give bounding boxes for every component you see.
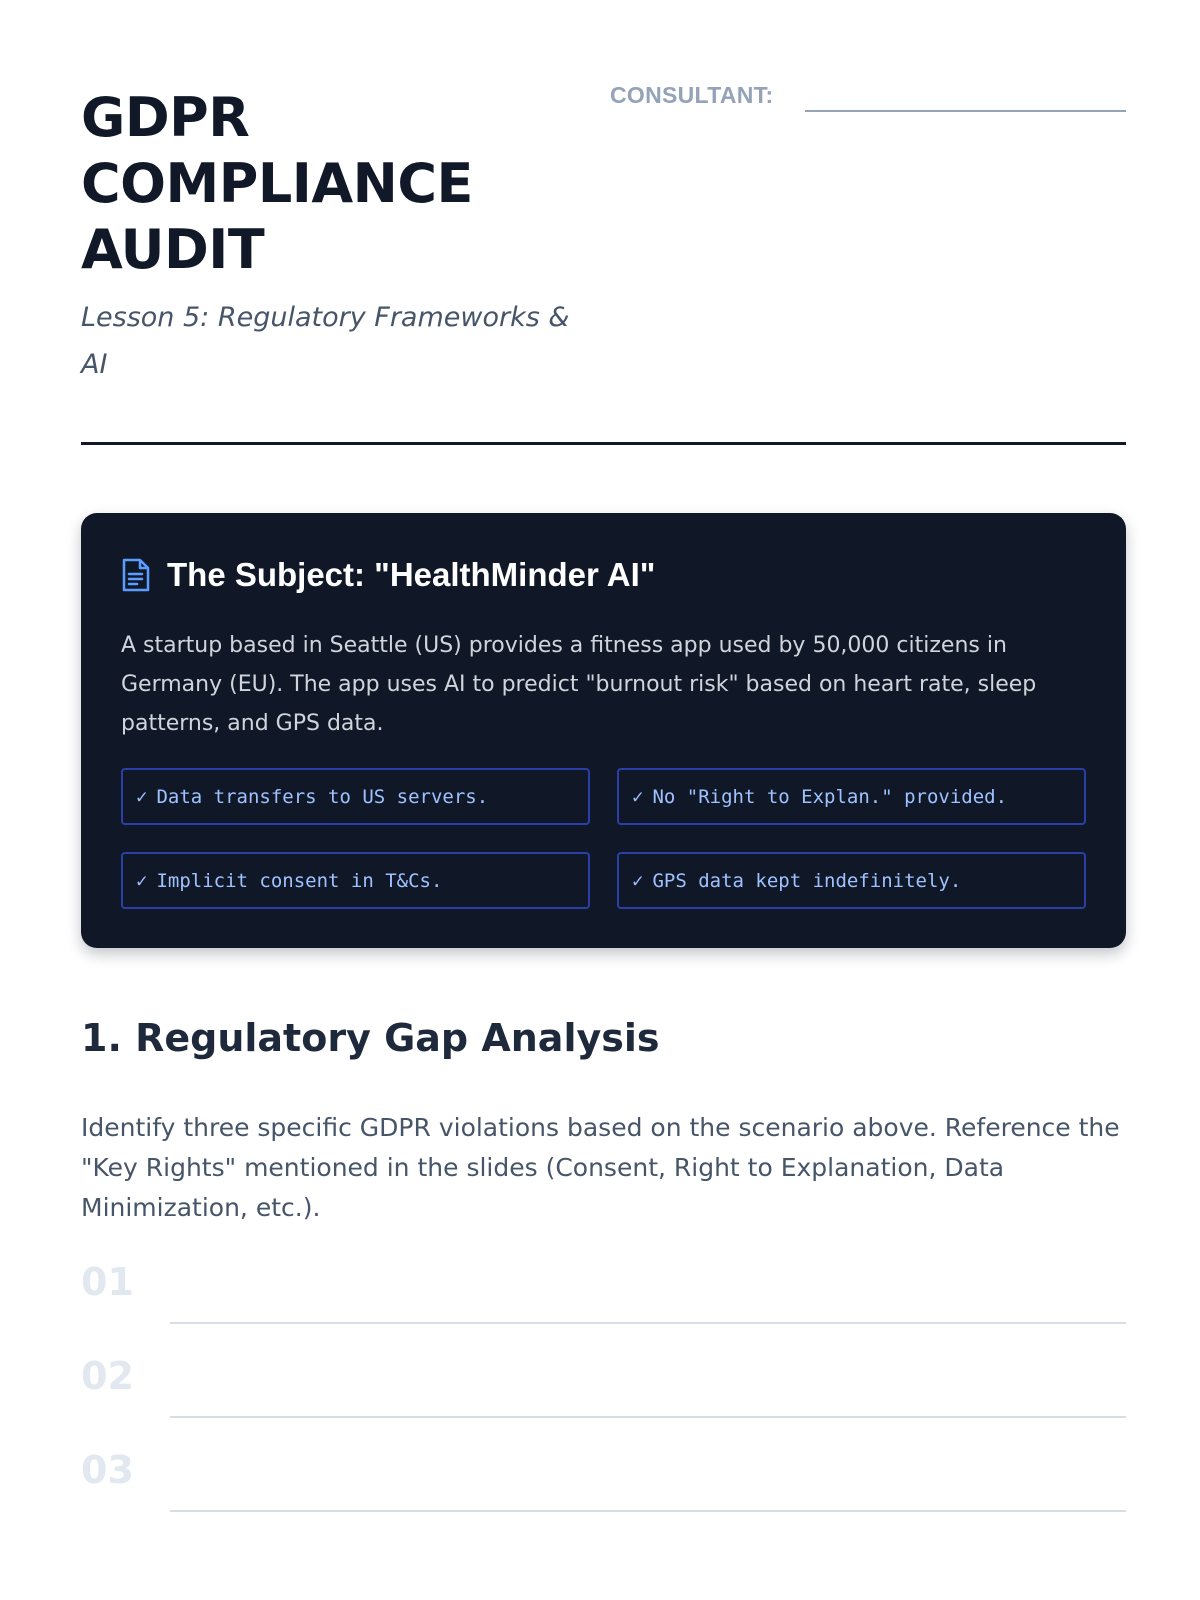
fact-chip — [121, 852, 590, 909]
answer-number: 01 — [81, 1260, 134, 1304]
answer-number: 03 — [81, 1448, 134, 1492]
answer-row — [81, 1354, 1126, 1448]
subject-card — [81, 513, 1126, 948]
answer-list — [81, 1260, 1126, 1542]
title-line: COMPLIANCE — [81, 152, 473, 215]
section-title: 1. Regulatory Gap Analysis — [81, 1016, 660, 1060]
scenario-facts — [121, 768, 1086, 909]
fact-text: Implicit consent in T&Cs. — [156, 869, 443, 892]
answer-field[interactable] — [170, 1416, 1126, 1418]
scenario-description: A startup based in Seattle (US) provides a fitness app used by 50,000 citizens in Germany (EU). The app uses AI to predict "burnout risk" based on heart rate, sleep patterns, and GPS data. — [121, 633, 1037, 736]
lesson-subtitle: Lesson 5: Regulatory Frameworks & AI — [81, 302, 570, 380]
title-line: AUDIT — [81, 218, 265, 281]
subject-card-title: The Subject: "HealthMinder AI" — [167, 556, 656, 593]
checkmark-icon: ✓ — [632, 869, 644, 892]
answer-row — [81, 1260, 1126, 1354]
page-title — [81, 85, 521, 283]
consultant-name-field[interactable] — [805, 110, 1126, 112]
answer-row — [81, 1448, 1126, 1542]
fact-chip — [617, 768, 1086, 825]
header-divider — [81, 442, 1126, 445]
checkmark-icon: ✓ — [136, 785, 148, 808]
answer-field[interactable] — [170, 1510, 1126, 1512]
answer-field[interactable] — [170, 1322, 1126, 1324]
consultant-label: CONSULTANT: — [610, 82, 774, 108]
fact-chip — [121, 768, 590, 825]
title-line: GDPR — [81, 86, 250, 149]
checkmark-icon: ✓ — [632, 785, 644, 808]
fact-text: No "Right to Explan." provided. — [652, 785, 1008, 808]
fact-chip — [617, 852, 1086, 909]
fact-text: Data transfers to US servers. — [156, 785, 489, 808]
document-icon — [121, 558, 151, 592]
subject-card-header — [121, 556, 655, 594]
fact-text: GPS data kept indefinitely. — [652, 869, 962, 892]
section-instructions: Identify three specific GDPR violations based on the scenario above. Reference the "Key Rights" mentioned in the slides (Consent, Right to Explanation, Data Minimization, etc.). — [81, 1113, 1120, 1222]
worksheet-page — [81, 0, 1126, 1600]
worksheet-header — [81, 0, 1126, 446]
checkmark-icon: ✓ — [136, 869, 148, 892]
answer-number: 02 — [81, 1354, 134, 1398]
